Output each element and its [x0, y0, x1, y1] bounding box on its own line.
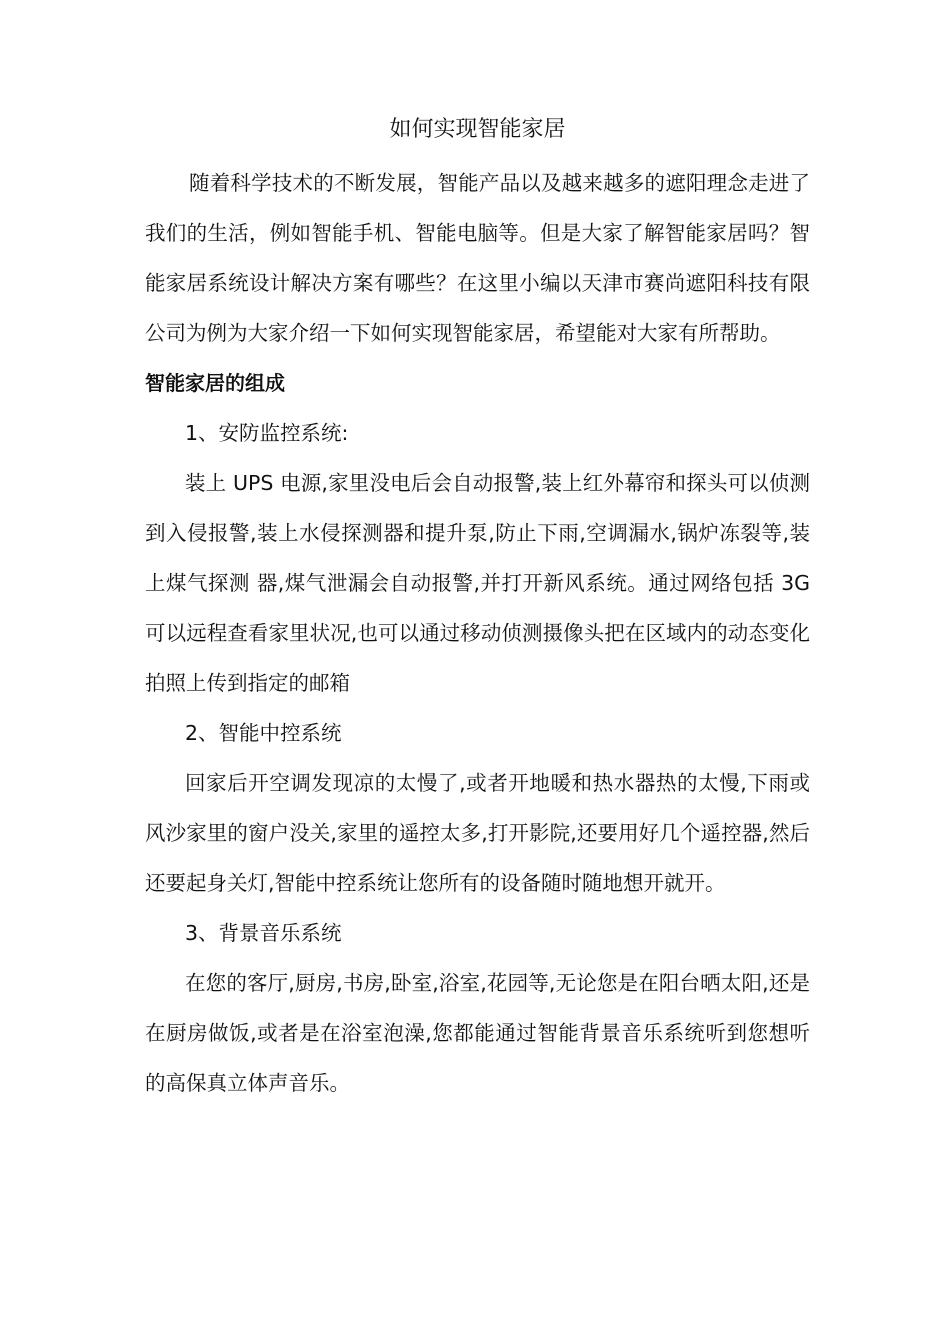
document-title: 如何实现智能家居 — [389, 117, 566, 142]
item-body-security: 装上 UPS 电源,家里没电后会自动报警,装上红外幕帘和探头可以侦测到入侵报警,装上水侵探测器和提升泵,防止下雨,空调漏水,锅炉冻裂等,装上煤气探测 器,煤气泄漏会自动报警,并打开新风系统。通过网络包括 3G 可以远程查看家里状况,也可以通过移动侦测摄像头把在区域内的动态变化拍照上传到指定的邮箱 — [145, 471, 810, 695]
item-body-background-music: 在您的客厅,厨房,书房,卧室,浴室,花园等,无论您是在阳台晒太阳,还是在厨房做饭,或者是在浴室泡澡,您都能通过智能背景音乐系统听到您想听的高保真立体声音乐。 — [145, 971, 810, 1095]
section-heading: 智能家居的组成 — [145, 371, 285, 395]
item-heading-central-control: 2、智能中控系统 — [185, 721, 342, 745]
item-heading-security: 1、安防监控系统: — [185, 421, 349, 445]
intro-paragraph: 随着科学技术的不断发展，智能产品以及越来越多的遮阳理念走进了我们的生活，例如智能手机、智能电脑等。但是大家了解智能家居吗？智能家居系统设计解决方案有哪些？在这里小编以天津市赛尚遮阳科技有限公司为例为大家介绍一下如何实现智能家居，希望能对大家有所帮助。 — [145, 171, 810, 345]
document-body — [145, 108, 810, 1108]
item-heading-background-music: 3、背景音乐系统 — [185, 921, 342, 945]
item-body-central-control: 回家后开空调发现凉的太慢了,或者开地暖和热水器热的太慢,下雨或风沙家里的窗户没关,家里的遥控太多,打开影院,还要用好几个遥控器,然后还要起身关灯,智能中控系统让您所有的设备随时随地想开就开。 — [145, 771, 810, 895]
